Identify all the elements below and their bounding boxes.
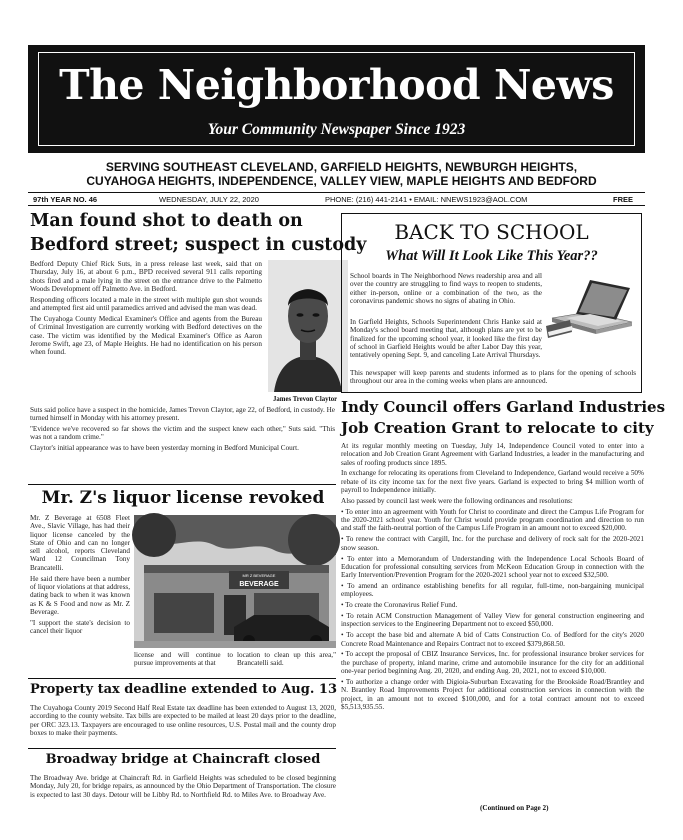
bridge-headline: Broadway bridge at Chaincraft closed (45, 752, 321, 767)
masthead (28, 45, 645, 153)
ordinance-item: • To create the Coronavirus Relief Fund. (341, 601, 458, 610)
shooting-paragraph: Bedford Deputy Chief Rick Suts, in a press release last week, said that on Thursday, July 16, at about 6 p.m., BPD received several 911 calls reporting shots fired and a male lying in the street on the entrance drive to the Palmetto Woods Development off Palmetto Ave. in Bedford. (30, 260, 262, 293)
ordinance-item: • To amend an ordinance establishing benefits for all regular, full-time, non-bargaining municipal employees. (341, 582, 644, 599)
contact-info: PHONE: (216) 441-2141 • EMAIL: NNEWS1923@AOL.COM (325, 195, 528, 204)
price-label: FREE (613, 195, 634, 204)
school-paragraph: This newspaper will keep parents and students informed as to plans for the opening of schools throughout our area in the coming weeks when plans are announced. (350, 369, 636, 386)
ordinance-item: • To accept the base bid and alternate A bid of Catts Construction Co. of Bedford for the city's 2020 Concrete Road Maintenance and Repairs Contract not to exceed $379,868.50. (341, 631, 644, 648)
store-sign-small-text: MR Z BEVERAGE (242, 573, 276, 578)
shooting-body-wide (30, 406, 335, 480)
back-to-school-title: BACK TO SCHOOL (394, 220, 589, 244)
indy-headline-2: Job Creation Grant to relocate to city (341, 419, 654, 437)
coverage-line-2: CUYAHOGA HEIGHTS, INDEPENDENCE, VALLEY VIEW, MAPLE HEIGHTS AND BEDFORD (86, 174, 597, 188)
section-divider (28, 748, 336, 749)
liquor-headline: Mr. Z's liquor license revoked (41, 488, 325, 508)
continued-link[interactable]: (Continued on Page 2) (480, 804, 549, 812)
issue-number: 97th YEAR NO. 46 (33, 195, 98, 204)
indy-paragraph: In exchange for relocating its operations from Cleveland to Independence, Garland would receive a 50% rebate of its city income tax for the next five years. Garland is expected to bring $4 million worth of payroll to Independence initially. (341, 469, 644, 495)
coverage-line-1: SERVING SOUTHEAST CLEVELAND, GARFIELD HEIGHTS, NEWBURGH HEIGHTS, (105, 160, 578, 174)
shooting-paragraph: Responding officers located a male in the street with multiple gun shot wounds and attempted first aid until paramedics arrived and advised the man was dead. (30, 295, 262, 313)
back-to-school-box (341, 213, 642, 393)
ordinance-item: • To enter into a Memorandum of Understanding with the Independence Local Schools Board of Education for professional consulting services from McKeon Education Group in connection with the Early Intervention/Prevention Program for the 2020-2021 school year not to exceed $32,500. (341, 554, 644, 580)
ordinance-item: • To accept the proposal of CBIZ Insurance Services, Inc. for professional insurance broker services for the purchase of property, inland marine, crime and automobile insurance for the city for an additional one-year period beginning Aug. 20, 2020, and ending Aug. 20, 2021, not to exceed $10,000. (341, 650, 644, 676)
shooting-headline-1: Man found shot to death on (30, 211, 303, 231)
newspaper-title: The Neighborhood News (59, 61, 614, 109)
school-paragraph-text: In Garfield Heights, Schools Superintendent Chris Hanke said at Monday's school board meeting that, although plans are yet to be finalized for the upcoming school year, it looked like the first day of school in Garfield Heights would be after Labor Day this year, tentatively opening Sept. 9, and canceling Late Arrival Thursdays. (350, 318, 542, 360)
indy-body (341, 442, 644, 802)
liquor-paragraph: license and will continue to pursue improvements at that (134, 651, 233, 668)
info-bar (28, 192, 645, 206)
bridge-body: The Broadway Ave. bridge at Chaincraft Rd. in Garfield Heights was scheduled to be closed beginning Monday, July 20, for bridge repairs, as announced by the Ohio Department of Transportation. The closure is expected to last 30 days. Detour will be Libby Rd. to Northfield Rd. to Miles Ave. to Broadway Ave. (30, 774, 336, 799)
shooting-paragraph: Suts said police have a suspect in the homicide, James Trevon Claytor, age 22, of Bedford, in custody. He turned himself in Monday with his attorney present. (30, 406, 335, 423)
liquor-paragraph: He said there have been a number of liquor violations at that address, dating back to when it was known as K & S Food and now as Mr. Z Beverage. (30, 574, 130, 616)
back-to-school-subtitle: What Will It Look Like This Year?? (385, 248, 598, 264)
ordinance-item: • To enter into an agreement with Youth for Christ to coordinate and direct the Campus Life Program for the 2020-2021 school year. Youth for Christ would provide program coordination and direction to run and staff the faith-neutral portion of the Campus Life Program in an amount not to exceed $20,000. (341, 507, 644, 533)
newspaper-tagline: Your Community Newspaper Since 1923 (207, 121, 466, 138)
school-paragraph: School boards in The Neighborhood News readership area and all over the country are struggling to find ways to reopen to students, either in-person, online or a combination of the two, as the coronavirus pandemic shows no signs of abating in Ohio. (350, 272, 542, 305)
ordinance-item: • To authorize a change order with Digioia-Suburban Excavating for the Brookside Road/Brantley and N. Brantley Road Improvements Project for additional construction services in connection with the project, in an amount not to exceed $100,000, and for a total contract amount not to exceed $5,513,935.55. (341, 677, 644, 711)
ordinance-item: • To renew the contract with Cargill, Inc. for the purchase and delivery of rock salt for the 2020-2021 snow season. (341, 535, 644, 552)
section-divider (28, 484, 336, 485)
laptop-books-image (546, 274, 636, 340)
shooting-body-column (30, 260, 262, 410)
shooting-headline-2: Bedford street; suspect in custody (30, 235, 367, 255)
property-tax-headline: Property tax deadline extended to Aug. 13 (30, 682, 337, 697)
school-paragraph (350, 318, 542, 360)
indy-headline-1: Indy Council offers Garland Industries (341, 398, 666, 416)
shooting-paragraph: The Cuyahoga County Medical Examiner's Office and agents from the Bureau of Criminal Investigation are currently working with Bedford detectives on the case. The victim was identified by the Medical Examiner's Office as Aaron Jerome Swift, age 23, of Maple Heights. He had no identification on his person when found. (30, 314, 262, 357)
ordinance-item: • To retain ACM Construction Management of Valley View for general construction engineering and inspection services to the Engineering Department not to exceed $50,000. (341, 612, 644, 629)
property-tax-body: The Cuyahoga County 2019 Second Half Real Estate tax deadline has been extended to August 13, 2020, according to the county website. Tax bills are expected to be mailed at least 20 days prior to the deadline, per ORC 323.13. Taxpayers are encouraged to use online resources, U.S. Postal mail and the county drop boxes to make their payments. (30, 704, 336, 737)
liquor-paragraph: Mr. Z Beverage at 6508 Fleet Ave., Slavic Village, has had their liquor license canceled by the State of Ohio and can no longer sell alcohol, reports Cleveland Ward 12 Councilman Tony Brancatelli. (30, 514, 130, 572)
indy-paragraph: Also passed by council last week were the following ordinances and resolutions: (341, 496, 573, 505)
suspect-photo (268, 260, 348, 392)
shooting-paragraph: Claytor's initial appearance was to have been yesterday morning in Bedford Municipal Court. (30, 444, 299, 453)
liquor-paragraph: "I support the state's decision to cancel their liquor (30, 618, 130, 636)
liquor-body-column (30, 514, 130, 651)
liquor-store-photo (134, 515, 336, 648)
indy-paragraph: At its regular monthly meeting on Tuesday, July 14, Independence Council voted to enter into a relocation and Job Creation Grant Agreement with Garland Industries, a leader in the manufacturing and sales of roofing products since 1895. (341, 442, 644, 467)
liquor-paragraph: location to clean up this area," Brancatelli said. (237, 651, 336, 668)
store-sign-text: BEVERAGE (239, 581, 279, 588)
shooting-paragraph: "Evidence we've recovered so far shows the victim and the suspect knew each other," Suts said. "This was not a random crime." (30, 425, 335, 442)
section-divider (28, 678, 336, 679)
issue-date: WEDNESDAY, JULY 22, 2020 (159, 195, 259, 204)
suspect-photo-caption: James Trevon Claytor (273, 396, 338, 403)
masthead-frame (38, 52, 635, 146)
coverage-area (20, 160, 663, 188)
